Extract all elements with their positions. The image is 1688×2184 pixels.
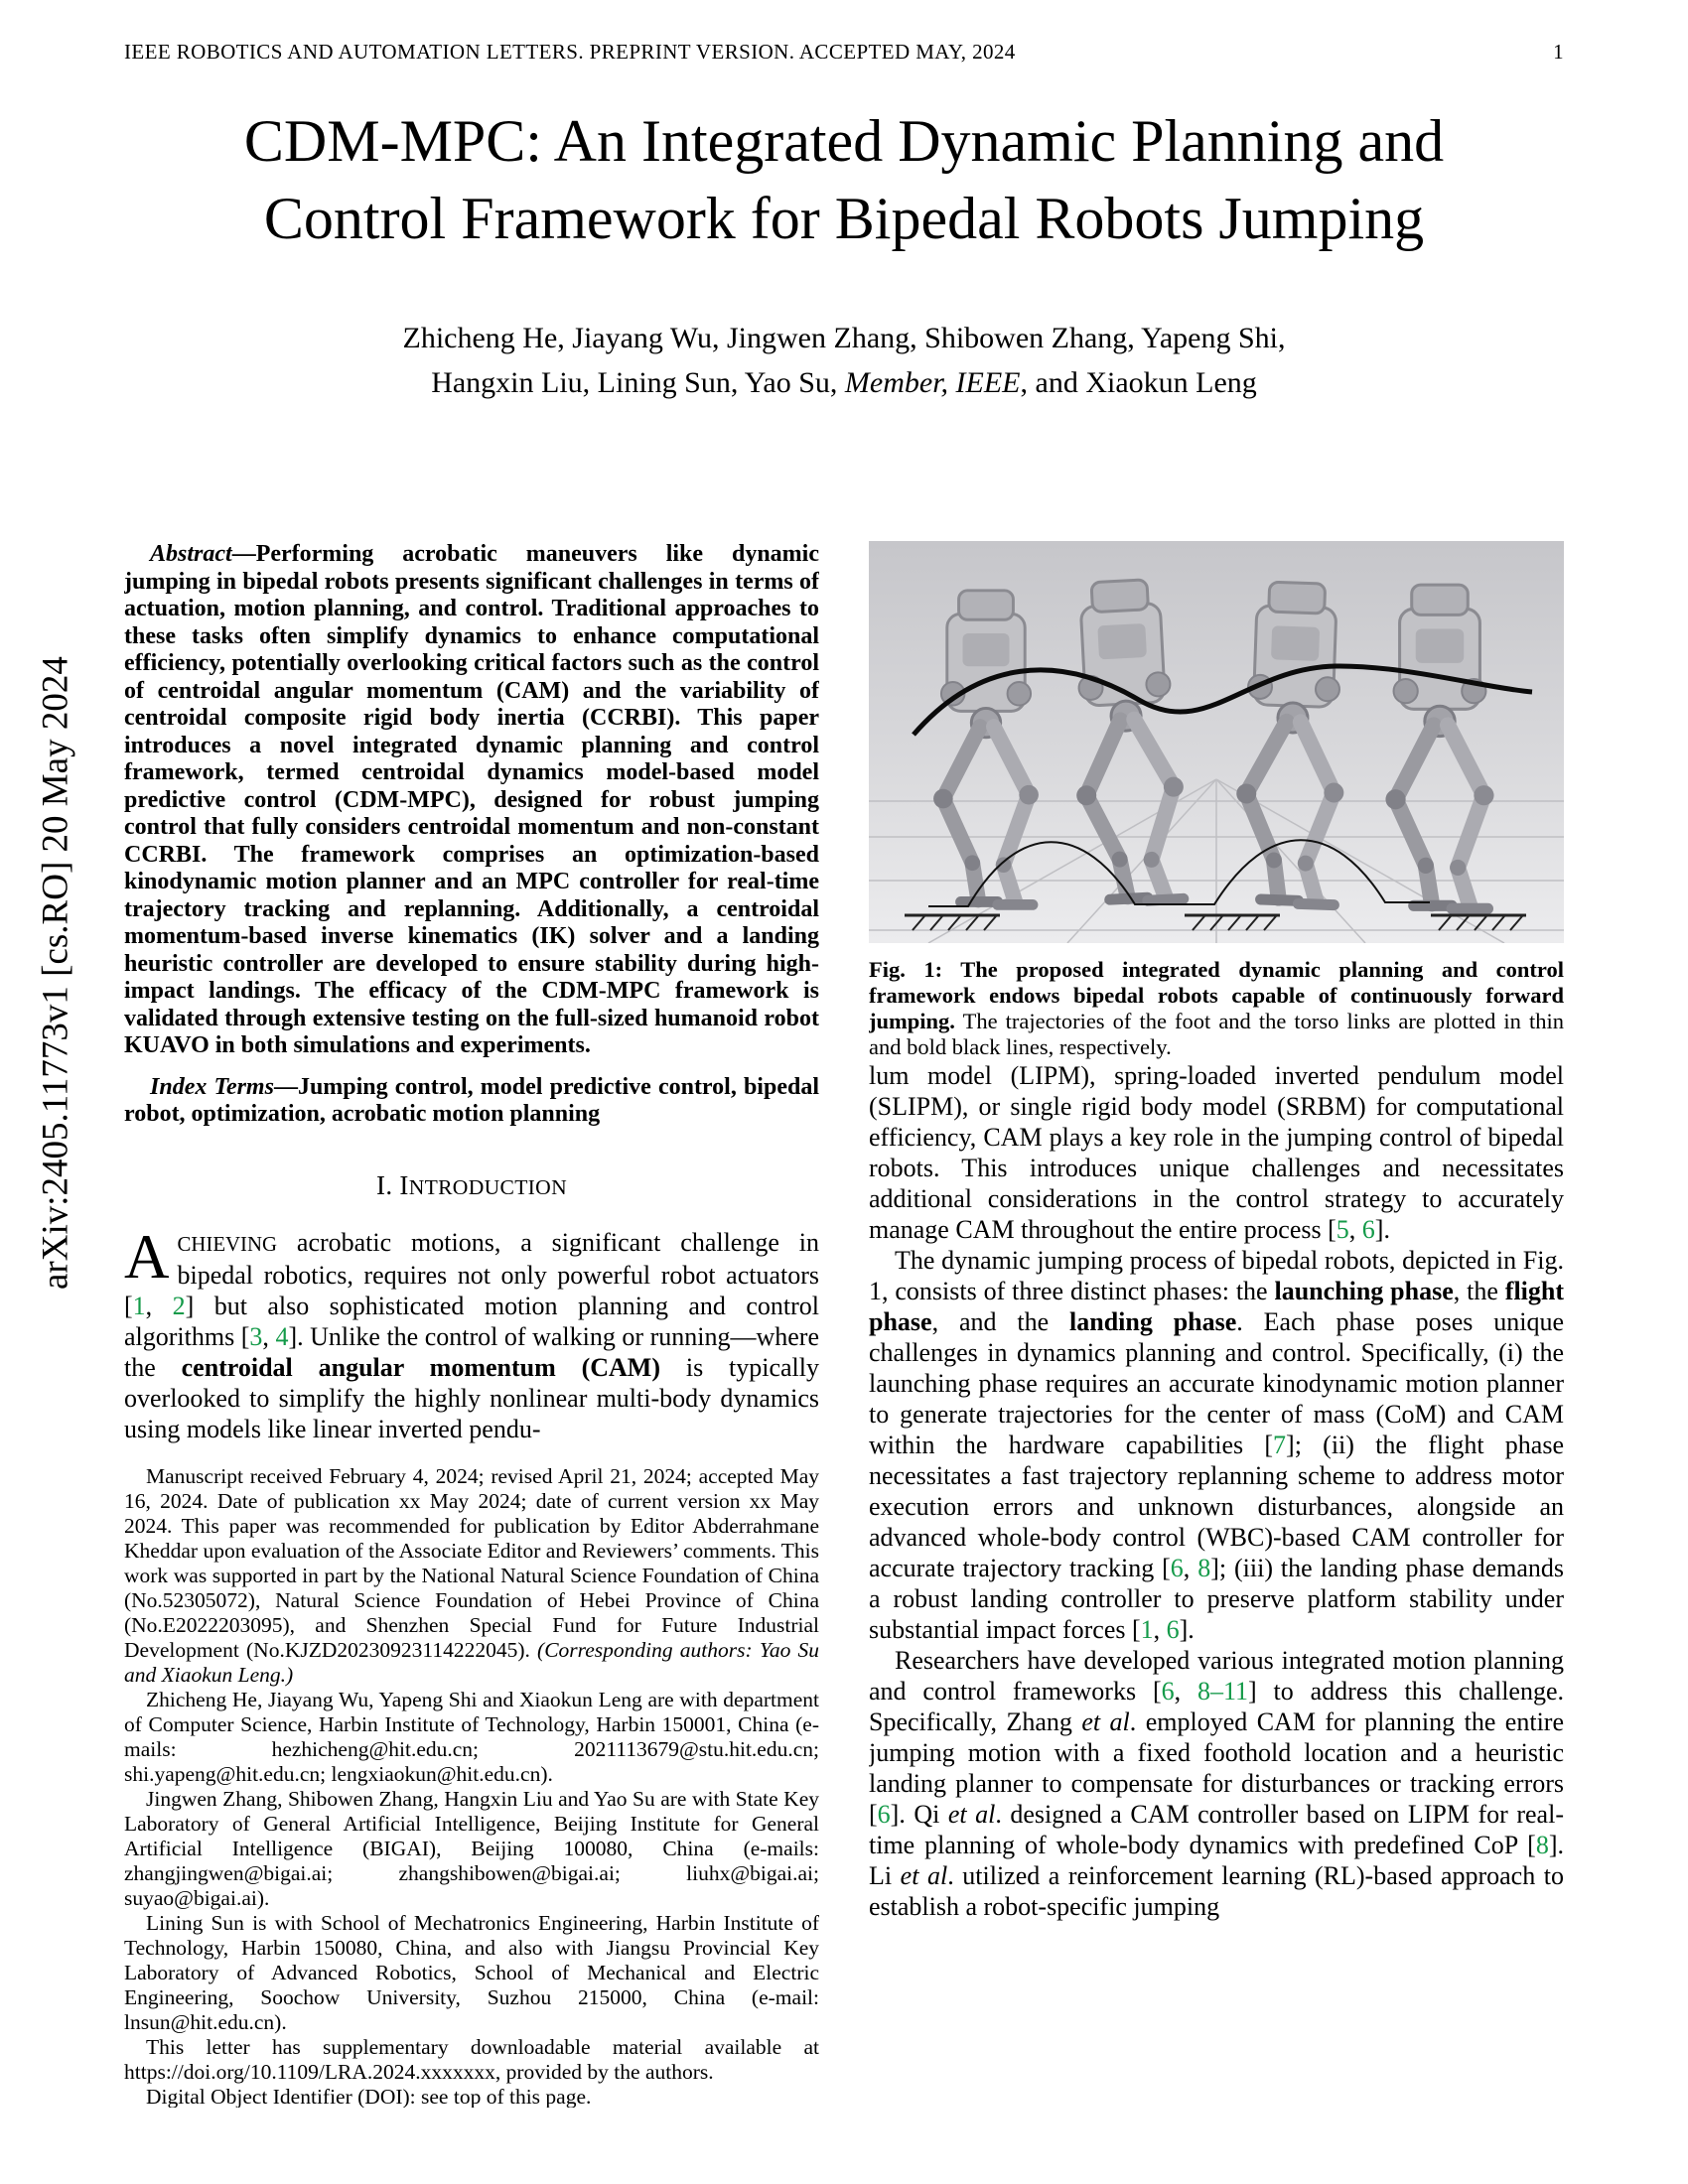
title-line-2: Control Framework for Bipedal Robots Jumping xyxy=(263,186,1425,251)
footnote-affiliation-3: Lining Sun is with School of Mechatronics Engineering, Harbin Institute of Technology, Harbin 150080, China, and also with Jiangsu Provincial Key Laboratory of Advanced Robotics, School of Mechanical and Electric Engineering, Soochow University, Suzhou 215000, China (e-mail: lnsun@hit.edu.cn). xyxy=(124,1910,819,2034)
body-paragraph-2: The dynamic jumping process of bipedal robots, depicted in Fig. 1, consists of three distinct phases: the launching phase, the flight phase, and the landing phase. Each phase poses unique challenges in dynamics planning and control. Specifically, (i) the launching phase requires an accurate kinodynamic motion planner to generate trajectories for the center of mass (CoM) and CAM within the hardware capabilities [7]; (ii) the flight phase necessitates a fast trajectory replanning scheme to address motor execution errors and unknown disturbances, alongside an advanced whole-body control (WBC)-based CAM controller for accurate trajectory tracking [6, 8]; (iii) the landing phase demands a robust landing controller to preserve platform stability under substantial impact forces [1, 6]. xyxy=(869,1246,1564,1644)
footnote-affiliation-1: Zhicheng He, Jiayang Wu, Yapeng Shi and Xiaokun Leng are with department of Computer Science, Harbin Institute of Technology, Harbin 150001, China (e-mails: hezhicheng@hit.edu.cn; 2021113679@stu.hit.edu.cn; shi.yapeng@hit.edu.cn; lengxiaokun@hit.edu.cn). xyxy=(124,1687,819,1786)
citation-link[interactable]: 4 xyxy=(275,1321,289,1351)
section-heading-introduction: I. INTRODUCTION xyxy=(376,1169,567,1200)
intro-paragraph xyxy=(124,1221,819,1444)
citation-link[interactable]: 3 xyxy=(249,1321,263,1351)
running-header-text: IEEE ROBOTICS AND AUTOMATION LETTERS. PREPRINT VERSION. ACCEPTED MAY, 2024 xyxy=(124,40,1016,64)
page-number: 1 xyxy=(1553,40,1564,64)
citation-link[interactable]: 6 xyxy=(877,1800,891,1829)
citation-link[interactable]: 6 xyxy=(1166,1615,1180,1644)
citation-link[interactable]: 6 xyxy=(1361,1215,1375,1244)
citation-link[interactable]: 2 xyxy=(172,1291,186,1320)
intro-paragraph-text: CHIEVING acrobatic motions, a significant challenge in bipedal robotics, requires not only powerful robot actuators [1, 2] but also sophisticated motion planning and control algorithms [3, 4]. Unlike the control of walking or running—where the centroidal angular momentum (CAM) is typically overlooked to simplify the highly nonlinear multi-body dynamics using models like linear inverted pendu- xyxy=(124,1227,819,1443)
footnote-manuscript: Manuscript received February 4, 2024; revised April 21, 2024; accepted May 16, 2024. Date of publication xx May 2024; date of current version xx May 2024. This paper was recommended for publication by Editor Abderrahmane Kheddar upon evaluation of the Associate Editor and Reviewers’ comments. This work was supported in part by the National Natural Science Foundation of China (No.52305072), Natural Science Foundation of Hebei Province of China (No.E2022203095), and Shenzhen Special Fund for Future Industrial Development (No.KJZD20230923114222045). (Corresponding authors: Yao Su and Xiaokun Leng.) xyxy=(124,1463,819,1687)
two-column-body xyxy=(124,541,1564,2108)
body-paragraph-3: Researchers have developed various integrated motion planning and control frameworks [6, 8–11] to address this challenge. Specifically, Zhang et al. employed CAM for planning the entire jumping motion with a fixed foothold location and a heuristic landing planner to compensate for disturbances or tracking errors [6]. Qi et al. designed a CAM controller based on LIPM for real-time planning of whole-body dynamics with predefined CoP [8]. Li et al. utilized a reinforcement learning (RL)-based approach to establish a robot-specific jumping xyxy=(869,1646,1564,1921)
figure1-caption: Fig. 1: The proposed integrated dynamic planning and control framework endows bipedal robots capable of continuously forward jumping. The trajectories of the foot and the torso links are plotted in thin and bold black lines, respectively. xyxy=(869,957,1564,1059)
figure1-image xyxy=(869,541,1564,943)
title-line-1: CDM-MPC: An Integrated Dynamic Planning and xyxy=(243,108,1445,174)
paper-title xyxy=(149,102,1539,257)
citation-link[interactable]: 8–11 xyxy=(1196,1677,1249,1706)
citation-link[interactable]: 1 xyxy=(1140,1615,1154,1644)
citation-link[interactable]: 6 xyxy=(1170,1554,1184,1582)
footnote-affiliation-2: Jingwen Zhang, Shibowen Zhang, Hangxin Liu and Yao Su are with State Key Laboratory of General Artificial Intelligence, Beijing Institute for General Artificial Intelligence (BIGAI), Beijing 100080, China (e-mails: zhangjingwen@bigai.ai; zhangshibowen@bigai.ai; liuhx@bigai.ai; suyao@bigai.ai). xyxy=(124,1786,819,1910)
running-header xyxy=(124,40,1564,65)
body-paragraph-1: lum model (LIPM), spring-loaded inverted pendulum model (SLIPM), or single rigid body model (SRBM) for computational efficiency, CAM plays a key role in the jumping control of bipedal robots. This introduces unique challenges and necessitates additional considerations in the control strategy to accurately manage CAM throughout the entire process [5, 6]. xyxy=(869,1061,1564,1244)
citation-link[interactable]: 7 xyxy=(1273,1431,1287,1459)
citation-link[interactable]: 8 xyxy=(1535,1831,1549,1859)
author-line-1: Zhicheng He, Jiayang Wu, Jingwen Zhang, Shibowen Zhang, Yapeng Shi, xyxy=(402,322,1286,354)
abstract-paragraph: Abstract—Performing acrobatic maneuvers like dynamic jumping in bipedal robots presents significant challenges in terms of actuation, motion planning, and control. Traditional approaches to these tasks often simplify dynamics to enhance computational efficiency, potentially overlooking critical factors such as the control of centroidal angular momentum (CAM) and the variability of centroidal composite rigid body inertia (CCRBI). This paper introduces a novel integrated dynamic planning and control framework, termed centroidal dynamics model-based model predictive control (CDM-MPC), designed for robust jumping control that fully considers centroidal momentum and non-constant CCRBI. The framework comprises an optimization-based kinodynamic motion planner and an MPC controller for real-time trajectory tracking and replanning. Additionally, a centroidal momentum-based inverse kinematics (IK) solver and a landing heuristic controller are developed to ensure stability during high-impact landings. The efficacy of the CDM-MPC framework is validated through extensive testing on the full-sized humanoid robot KUAVO in both simulations and experiments. xyxy=(124,541,819,1058)
footnote-block xyxy=(124,1444,819,2109)
dropcap-letter: A xyxy=(124,1221,170,1292)
footnote-supplementary: This letter has supplementary downloadable material available at https://doi.org/10.1109/LRA.2024.xxxxxxx, provided by the authors. xyxy=(124,2034,819,2084)
citation-link[interactable]: 5 xyxy=(1336,1215,1349,1244)
citation-link[interactable]: 8 xyxy=(1197,1554,1211,1582)
author-line-2: Hangxin Liu, Lining Sun, Yao Su, Member, IEEE, and Xiaokun Leng xyxy=(431,366,1257,399)
footnote-doi: Digital Object Identifier (DOI): see top of this page. xyxy=(146,2084,592,2108)
index-terms-paragraph: Index Terms—Jumping control, model predictive control, bipedal robot, optimization, acrobatic motion planning xyxy=(124,1073,819,1127)
author-list xyxy=(149,316,1539,405)
left-column xyxy=(124,541,819,2108)
arxiv-stamp: arXiv:2405.11773v1 [cs.RO] 20 May 2024 xyxy=(35,656,76,1290)
citation-link[interactable]: 1 xyxy=(132,1291,146,1320)
citation-link[interactable]: 6 xyxy=(1161,1677,1175,1706)
right-column xyxy=(869,541,1564,2108)
